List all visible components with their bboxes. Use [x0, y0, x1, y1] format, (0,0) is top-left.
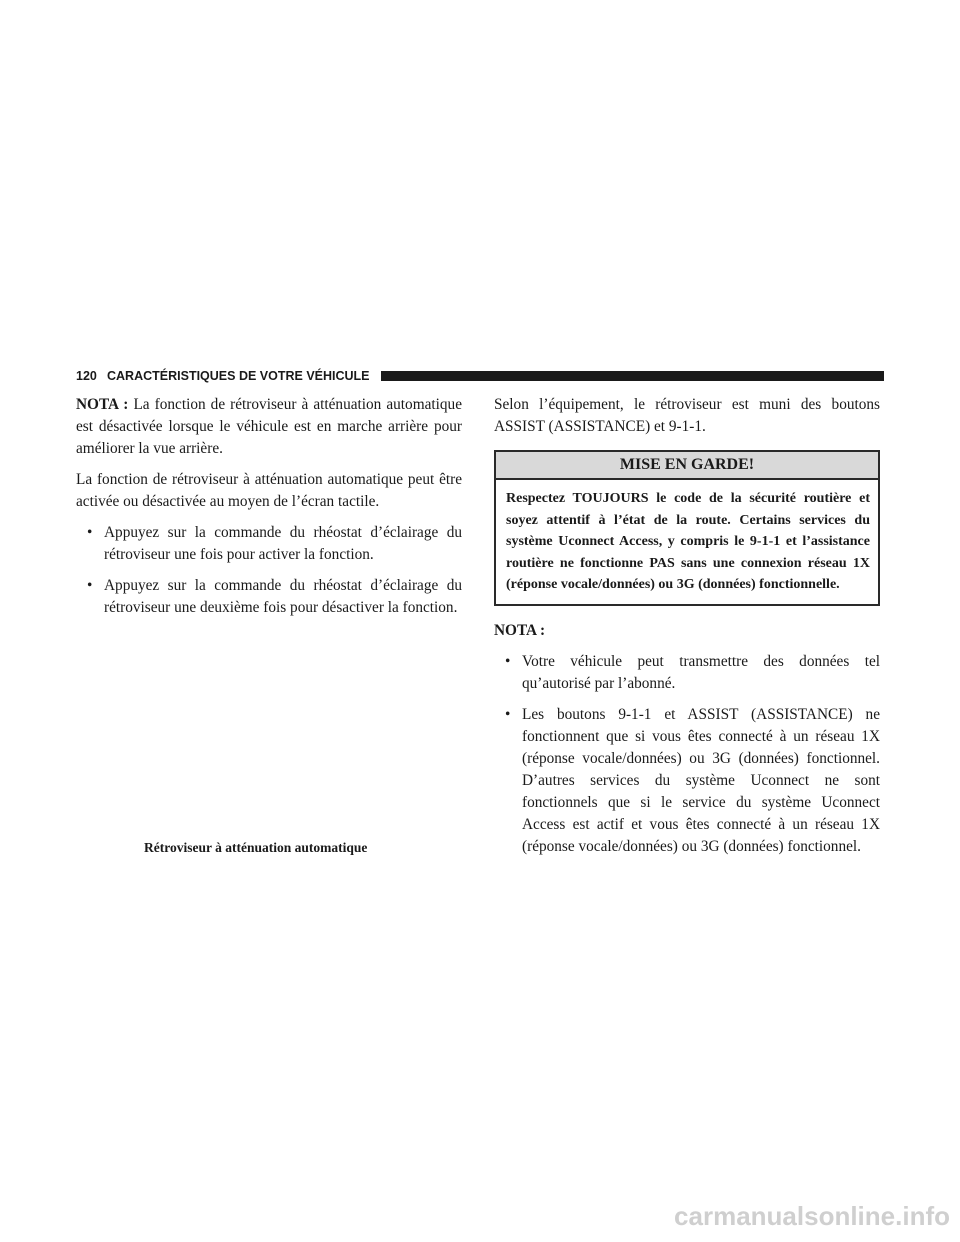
bullet-icon: • [505, 652, 511, 670]
figure-caption: Rétroviseur à atténuation automatique [144, 840, 368, 855]
nota-heading: NOTA : [494, 621, 546, 639]
nota-text: La fonction de rétroviseur à atténuation automatique est désactivée lorsque le véhicule est en marche arrière pour améliorer la vue arrière. [76, 396, 462, 457]
page-number: 120 [76, 369, 97, 383]
list-item-text: Les boutons 9-1-1 et ASSIST (ASSISTANCE) ne fonctionnent que si vous êtes connecté à un réseau 1X (réponse vocale/données) ou 3G (données) fonctionnel. D’autres services du système Uconnect ne sont fonctionnels que si le service du système Uconnect Access est actif et vous êtes connecté à un réseau 1X (réponse vocale/données) ou 3G (données) fonctionnel. [522, 705, 880, 855]
watermark: carmanualsonline.info [674, 1201, 950, 1231]
right-column [494, 394, 880, 867]
bullet-icon: • [87, 577, 93, 594]
left-bullet-list [76, 522, 462, 619]
nota-label: NOTA : [76, 396, 129, 413]
touchscreen-paragraph: La fonction de rétroviseur à atténuation automatique peut être activée ou désactivée au moyen de l’écran tactile. [76, 471, 462, 510]
nota-paragraph [76, 394, 462, 460]
list-item [494, 704, 880, 858]
right-bullet-list [494, 651, 880, 858]
intro-paragraph: Selon l’équipement, le rétroviseur est muni des boutons ASSIST (ASSISTANCE) et 9-1-1. [494, 396, 880, 435]
list-item-text: Appuyez sur la commande du rhéostat d’éclairage du rétroviseur une deuxième fois pour désactiver la fonction. [104, 577, 462, 616]
section-title: CARACTÉRISTIQUES DE VOTRE VÉHICULE [107, 369, 370, 383]
list-item-text: Appuyez sur la commande du rhéostat d’éclairage du rétroviseur une fois pour activer la fonction. [104, 524, 462, 563]
list-item [494, 651, 880, 695]
bullet-icon: • [505, 705, 511, 723]
list-item-text: Votre véhicule peut transmettre des données tel qu’autorisé par l’abonné. [522, 652, 880, 692]
left-column [76, 394, 462, 628]
warning-title: MISE EN GARDE! [496, 452, 878, 480]
header-bar [381, 371, 884, 381]
bullet-icon: • [87, 524, 93, 541]
warning-text: Respectez TOUJOURS le code de la sécurité routière et soyez attentif à l’état de la route. Certains services du système Uconnect Access, y compris le 9-1-1 et l’assistance routière ne fonctionne PAS sans une connexion réseau 1X (réponse vocale/données) ou 3G (données) fonctionnelle. [506, 491, 870, 592]
page-header [76, 366, 884, 386]
list-item [76, 522, 462, 566]
warning-box [494, 450, 880, 606]
list-item [76, 575, 462, 619]
